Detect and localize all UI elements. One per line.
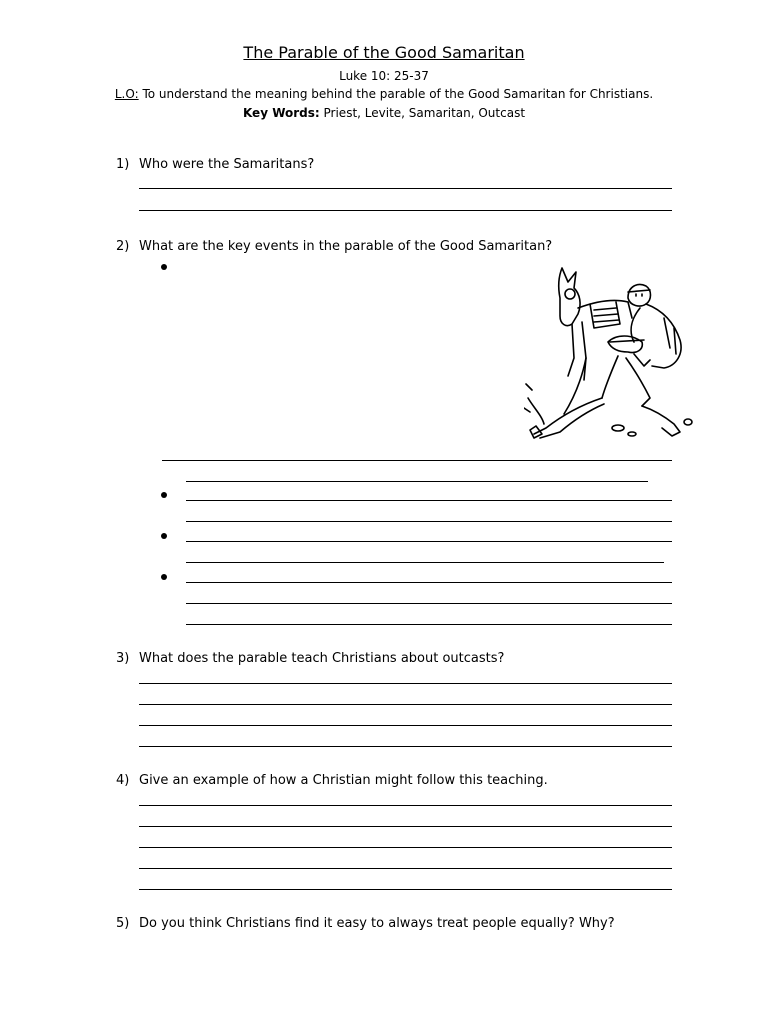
key-words — [0, 106, 768, 120]
lo-label: L.O: — [114, 87, 139, 101]
answer-line[interactable] — [139, 683, 672, 684]
lo-text: To understand the meaning behind the parable of the Good Samaritan for Christians. — [138, 87, 654, 101]
answer-line[interactable] — [162, 460, 672, 461]
answer-line[interactable] — [186, 603, 672, 604]
question-5-number: 5) — [116, 916, 130, 931]
answer-line[interactable] — [139, 188, 672, 189]
good-samaritan-illustration — [524, 258, 696, 442]
question-3-text: What does the parable teach Christians about outcasts? — [139, 651, 505, 666]
question-4-text: Give an example of how a Christian might follow this teaching. — [139, 773, 548, 788]
learning-objective — [0, 87, 768, 101]
answer-line[interactable] — [139, 704, 672, 705]
answer-line[interactable] — [186, 481, 648, 482]
answer-line[interactable] — [186, 624, 672, 625]
answer-line[interactable] — [139, 847, 672, 848]
question-1-text: Who were the Samaritans? — [139, 157, 315, 172]
scripture-reference: Luke 10: 25-37 — [339, 69, 429, 83]
bullet-point — [161, 264, 167, 270]
bullet-point — [161, 574, 167, 580]
answer-line[interactable] — [186, 562, 664, 563]
answer-line[interactable] — [139, 725, 672, 726]
answer-line[interactable] — [186, 521, 672, 522]
question-5-text: Do you think Christians find it easy to always treat people equally? Why? — [139, 916, 615, 931]
page-title: The Parable of the Good Samaritan — [243, 43, 525, 62]
bullet-point — [161, 533, 167, 539]
bullet-point — [161, 492, 167, 498]
question-1-number: 1) — [116, 157, 130, 172]
question-4-number: 4) — [116, 773, 130, 788]
question-3-number: 3) — [116, 651, 130, 666]
answer-line[interactable] — [186, 500, 672, 501]
key-words-text: Priest, Levite, Samaritan, Outcast — [319, 106, 526, 120]
answer-line[interactable] — [139, 210, 672, 211]
question-2-number: 2) — [116, 239, 130, 254]
answer-line[interactable] — [139, 746, 672, 747]
answer-line[interactable] — [139, 868, 672, 869]
answer-line[interactable] — [139, 826, 672, 827]
answer-line[interactable] — [139, 805, 672, 806]
answer-line[interactable] — [186, 541, 672, 542]
key-words-label: Key Words: — [242, 106, 320, 120]
answer-line[interactable] — [186, 582, 672, 583]
question-2-text: What are the key events in the parable of the Good Samaritan? — [139, 239, 553, 254]
answer-line[interactable] — [139, 889, 672, 890]
